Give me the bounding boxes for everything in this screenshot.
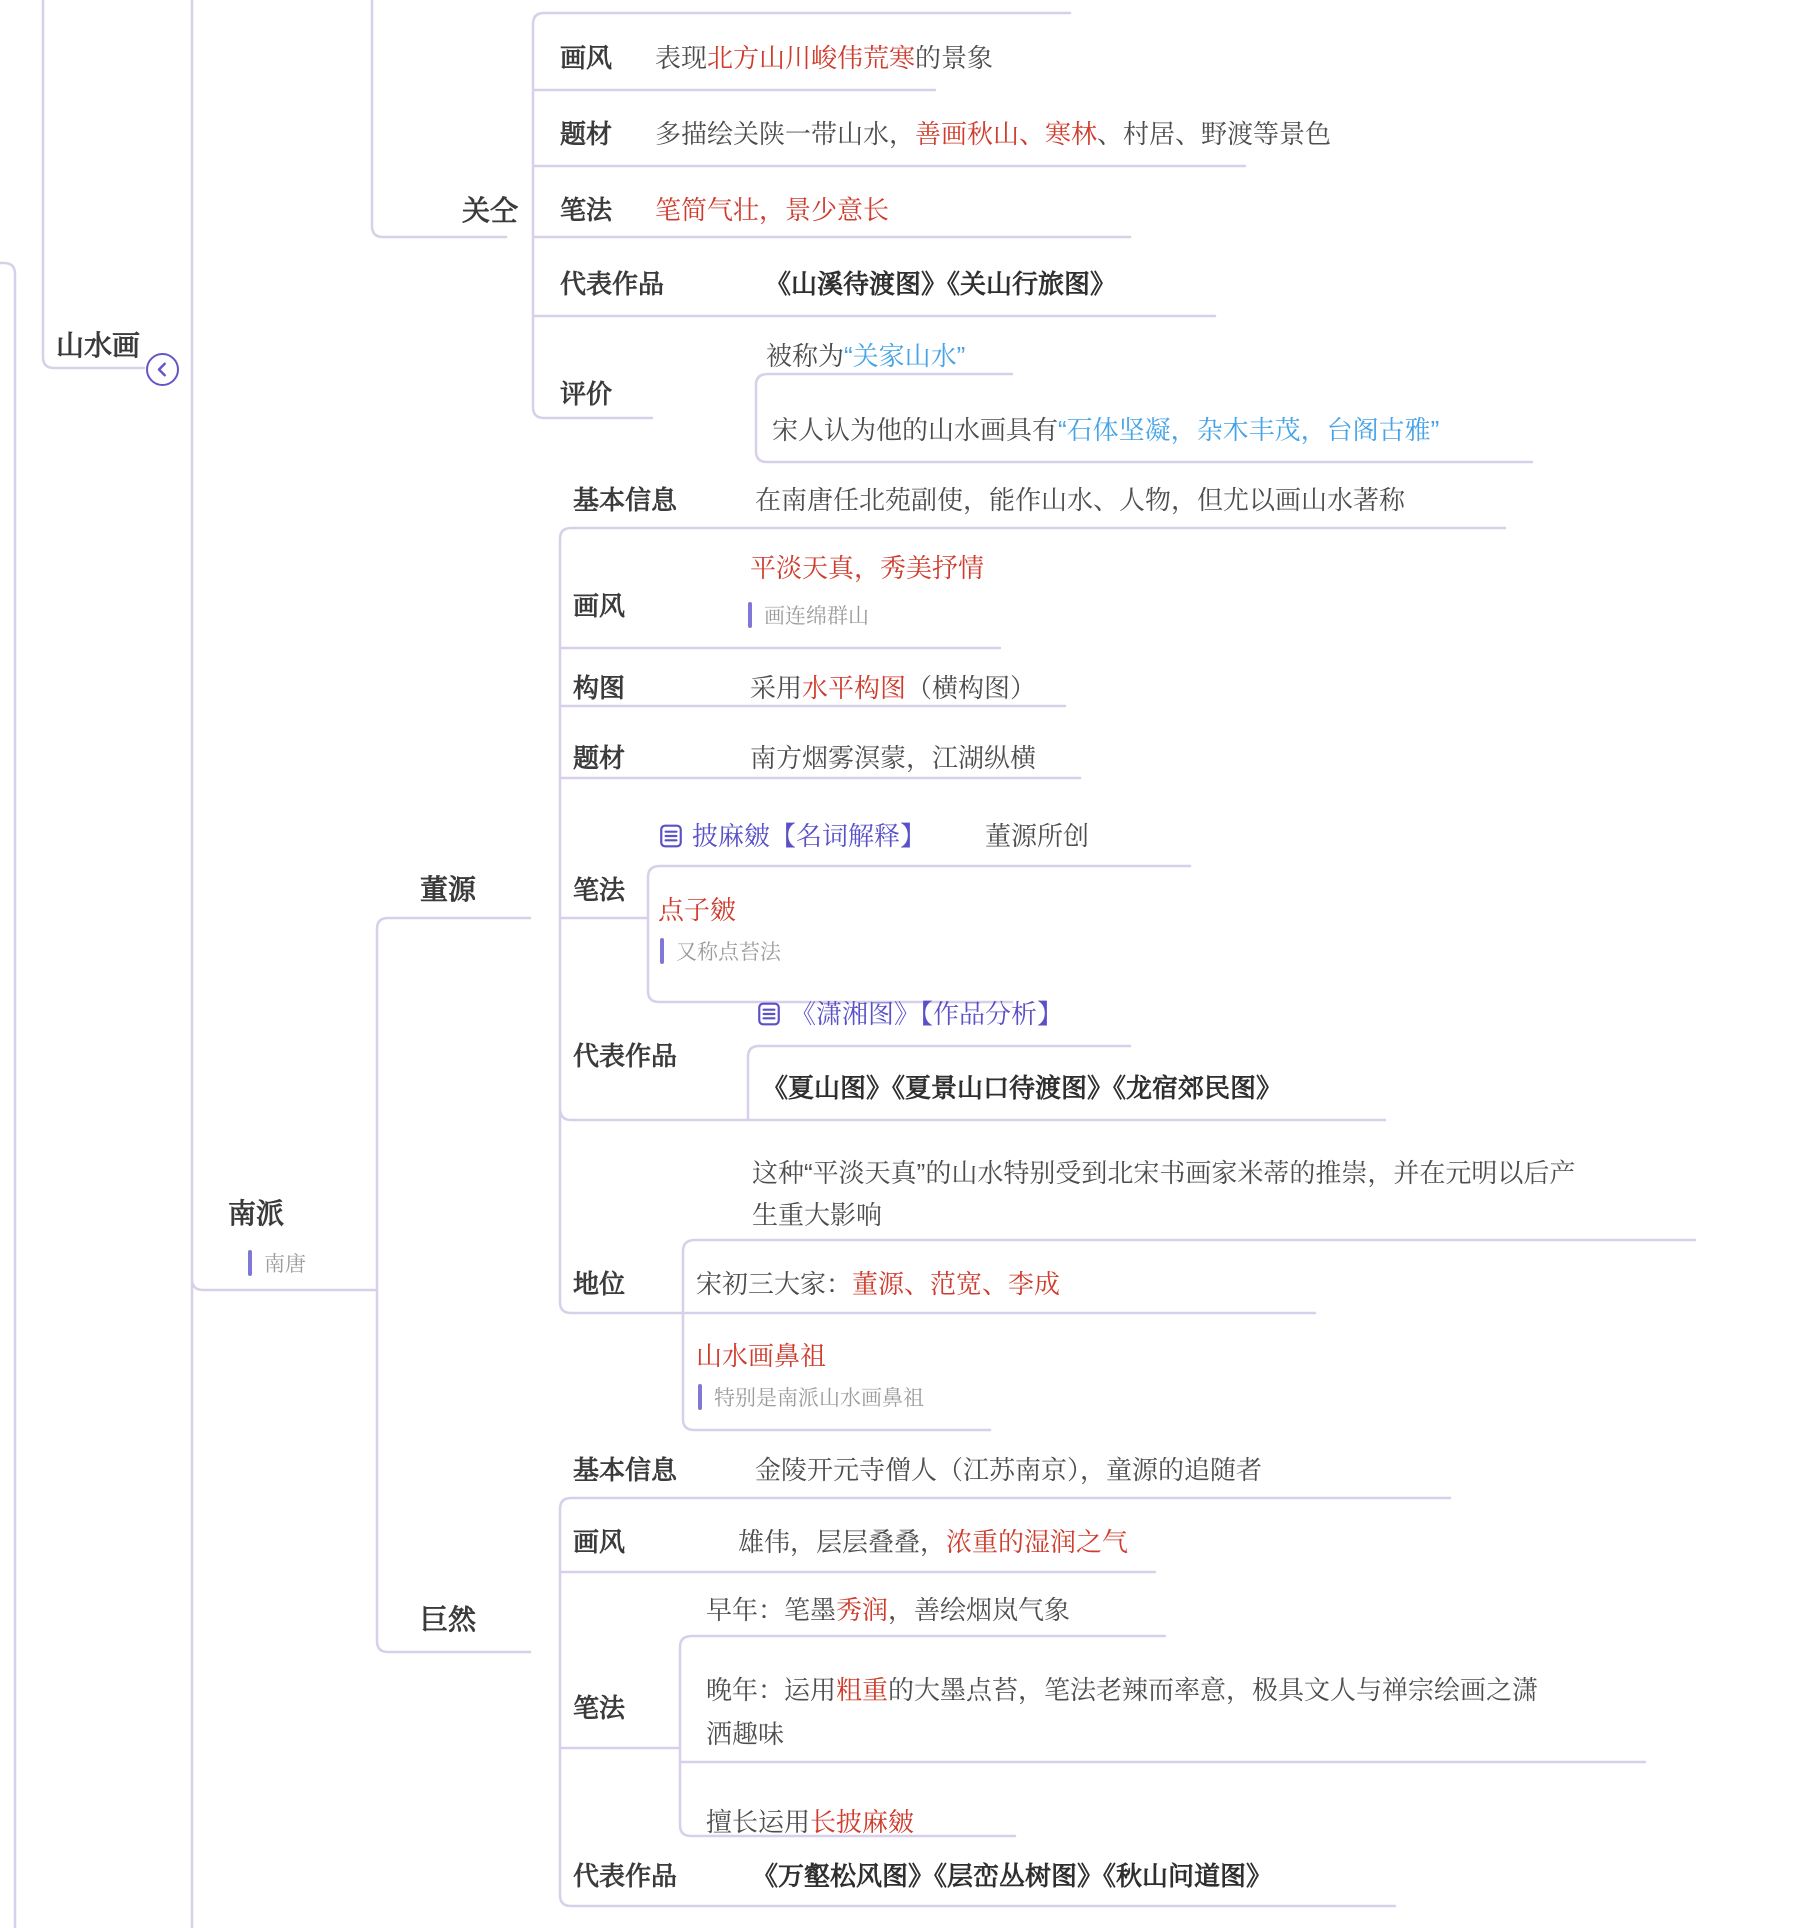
juran-bifa-label[interactable]: 笔法: [573, 1693, 626, 1723]
dongyuan-huafeng-label[interactable]: 画风: [573, 591, 626, 621]
note-bar: [748, 602, 752, 628]
text-segment: 水平构图: [802, 673, 907, 703]
dongyuan-diwei-note: 特别是南派山水画鼻祖: [714, 1387, 924, 1410]
guanquan-huafeng-text[interactable]: [655, 42, 993, 74]
text-segment: 董源、范宽、李成: [852, 1269, 1061, 1299]
text-segment: 秀润: [836, 1595, 889, 1625]
dongyuan-ticai-label[interactable]: 题材: [573, 743, 626, 773]
text-segment: 擅长运用: [706, 1807, 811, 1837]
dongyuan-goutu-label[interactable]: 构图: [573, 673, 626, 703]
node-nanpai[interactable]: 南派: [228, 1198, 285, 1229]
node-shanshuihua[interactable]: 山水画: [56, 330, 141, 361]
link-text: 《潇湘图》【作品分析】: [790, 999, 1064, 1029]
collapse-toggle-icon[interactable]: [146, 353, 179, 386]
chevron-left-icon: [148, 353, 177, 386]
dongyuan-diwei-label[interactable]: 地位: [573, 1269, 626, 1299]
text-segment: 浓重的湿润之气: [946, 1527, 1129, 1557]
dongyuan-bifa-link[interactable]: [658, 820, 926, 852]
dongyuan-jiben-text[interactable]: 在南唐任北苑副使，能作山水、人物，但尤以画山水著称: [755, 485, 1406, 515]
dongyuan-bifa-row2[interactable]: 点子皴: [658, 895, 737, 925]
juran-huafeng-label[interactable]: 画风: [573, 1527, 626, 1557]
node-juran[interactable]: 巨然: [420, 1604, 477, 1635]
dongyuan-zuopin-link[interactable]: [756, 998, 1063, 1030]
juran-huafeng-text[interactable]: [738, 1526, 1128, 1558]
guanquan-bifa-text[interactable]: 笔简气壮，景少意长: [655, 195, 890, 225]
dongyuan-huafeng-note: 画连绵群山: [764, 605, 869, 628]
document-icon: [658, 823, 684, 849]
nanpai-note: 南唐: [264, 1253, 306, 1276]
juran-bifa-row3[interactable]: [706, 1806, 914, 1838]
dongyuan-bifa-label[interactable]: 笔法: [573, 875, 626, 905]
note-bar: [698, 1384, 702, 1410]
dongyuan-zuopin-row2[interactable]: 《夏山图》《夏景山口待渡图》《龙宿郊民图》: [762, 1073, 1283, 1103]
text-segment: 北方山川峻伟荒寒: [707, 43, 916, 73]
guanquan-huafeng-label[interactable]: 画风: [560, 43, 613, 73]
dongyuan-zuopin-label[interactable]: 代表作品: [573, 1041, 678, 1071]
note-bar: [248, 1250, 252, 1276]
node-guanquan[interactable]: 关仝: [462, 195, 519, 226]
text-segment: 表现: [655, 43, 708, 73]
text-segment: 宋人认为他的山水画具有: [772, 415, 1059, 445]
guanquan-pingjia-label[interactable]: 评价: [560, 379, 613, 409]
document-icon: [756, 1001, 782, 1027]
text-segment: 的景象: [915, 43, 994, 73]
text-segment: 雄伟，层层叠叠，: [738, 1527, 947, 1557]
guanquan-zuopin-label[interactable]: 代表作品: [560, 269, 665, 299]
dongyuan-diwei-row1[interactable]: 这种“平淡天真”的山水特别受到北宋书画家米蒂的推崇，并在元明以后产生重大影响: [752, 1158, 1576, 1230]
text-segment: 早年：笔墨: [706, 1595, 837, 1625]
text-segment: 多描绘关陕一带山水，: [655, 119, 916, 149]
text-segment: ，善绘烟岚气象: [888, 1595, 1071, 1625]
text-segment: 的大墨点苔，笔法老辣而率意，极具文人与禅宗绘画之潇洒趣味: [706, 1675, 1539, 1749]
guanquan-pingjia-row1[interactable]: [766, 340, 965, 372]
text-segment: 宋初三大家：: [696, 1269, 853, 1299]
guanquan-ticai-text[interactable]: [655, 118, 1331, 150]
juran-bifa-row2[interactable]: [706, 1668, 1556, 1756]
text-segment: “石体坚凝，杂木丰茂，台阁古雅”: [1058, 415, 1440, 445]
text-segment: 善画秋山、寒林: [915, 119, 1098, 149]
dongyuan-huafeng-text[interactable]: 平淡天真，秀美抒情: [750, 553, 985, 583]
dongyuan-diwei-row2[interactable]: [696, 1268, 1060, 1300]
juran-jiben-text[interactable]: 金陵开元寺僧人（江苏南京），童源的追随者: [755, 1455, 1263, 1485]
text-segment: 被称为: [766, 341, 845, 371]
dongyuan-ticai-text[interactable]: 南方烟雾溟蒙，江湖纵横: [750, 743, 1037, 773]
text-segment: 采用: [750, 673, 803, 703]
text-segment: 晚年：运用: [706, 1675, 837, 1705]
guanquan-bifa-label[interactable]: 笔法: [560, 195, 613, 225]
dongyuan-diwei-row3[interactable]: 山水画鼻祖: [696, 1341, 827, 1371]
text-segment: 粗重: [836, 1675, 889, 1705]
guanquan-pingjia-row2[interactable]: [772, 414, 1439, 446]
juran-bifa-row1[interactable]: [706, 1594, 1070, 1626]
juran-zuopin-label[interactable]: 代表作品: [573, 1861, 678, 1891]
note-bar: [660, 938, 664, 964]
text-segment: 、村居、野渡等景色: [1097, 119, 1332, 149]
text-segment: “关家山水”: [844, 341, 966, 371]
link-text: 披麻皴【名词解释】: [692, 821, 927, 851]
dongyuan-jiben-label[interactable]: 基本信息: [573, 485, 678, 515]
guanquan-zuopin-text[interactable]: 《山溪待渡图》《关山行旅图》: [765, 269, 1117, 299]
node-dongyuan[interactable]: 董源: [420, 874, 477, 905]
dongyuan-goutu-text[interactable]: [750, 672, 1036, 704]
text-segment: （横构图）: [906, 673, 1037, 703]
juran-zuopin-text[interactable]: 《万壑松风图》《层峦丛树图》《秋山问道图》: [752, 1861, 1273, 1891]
juran-jiben-label[interactable]: 基本信息: [573, 1455, 678, 1485]
dongyuan-bifa-note: 又称点苔法: [676, 941, 781, 964]
text-segment: 长披麻皴: [810, 1807, 915, 1837]
guanquan-ticai-label[interactable]: 题材: [560, 119, 613, 149]
dongyuan-bifa-side-text[interactable]: 董源所创: [985, 821, 1090, 851]
